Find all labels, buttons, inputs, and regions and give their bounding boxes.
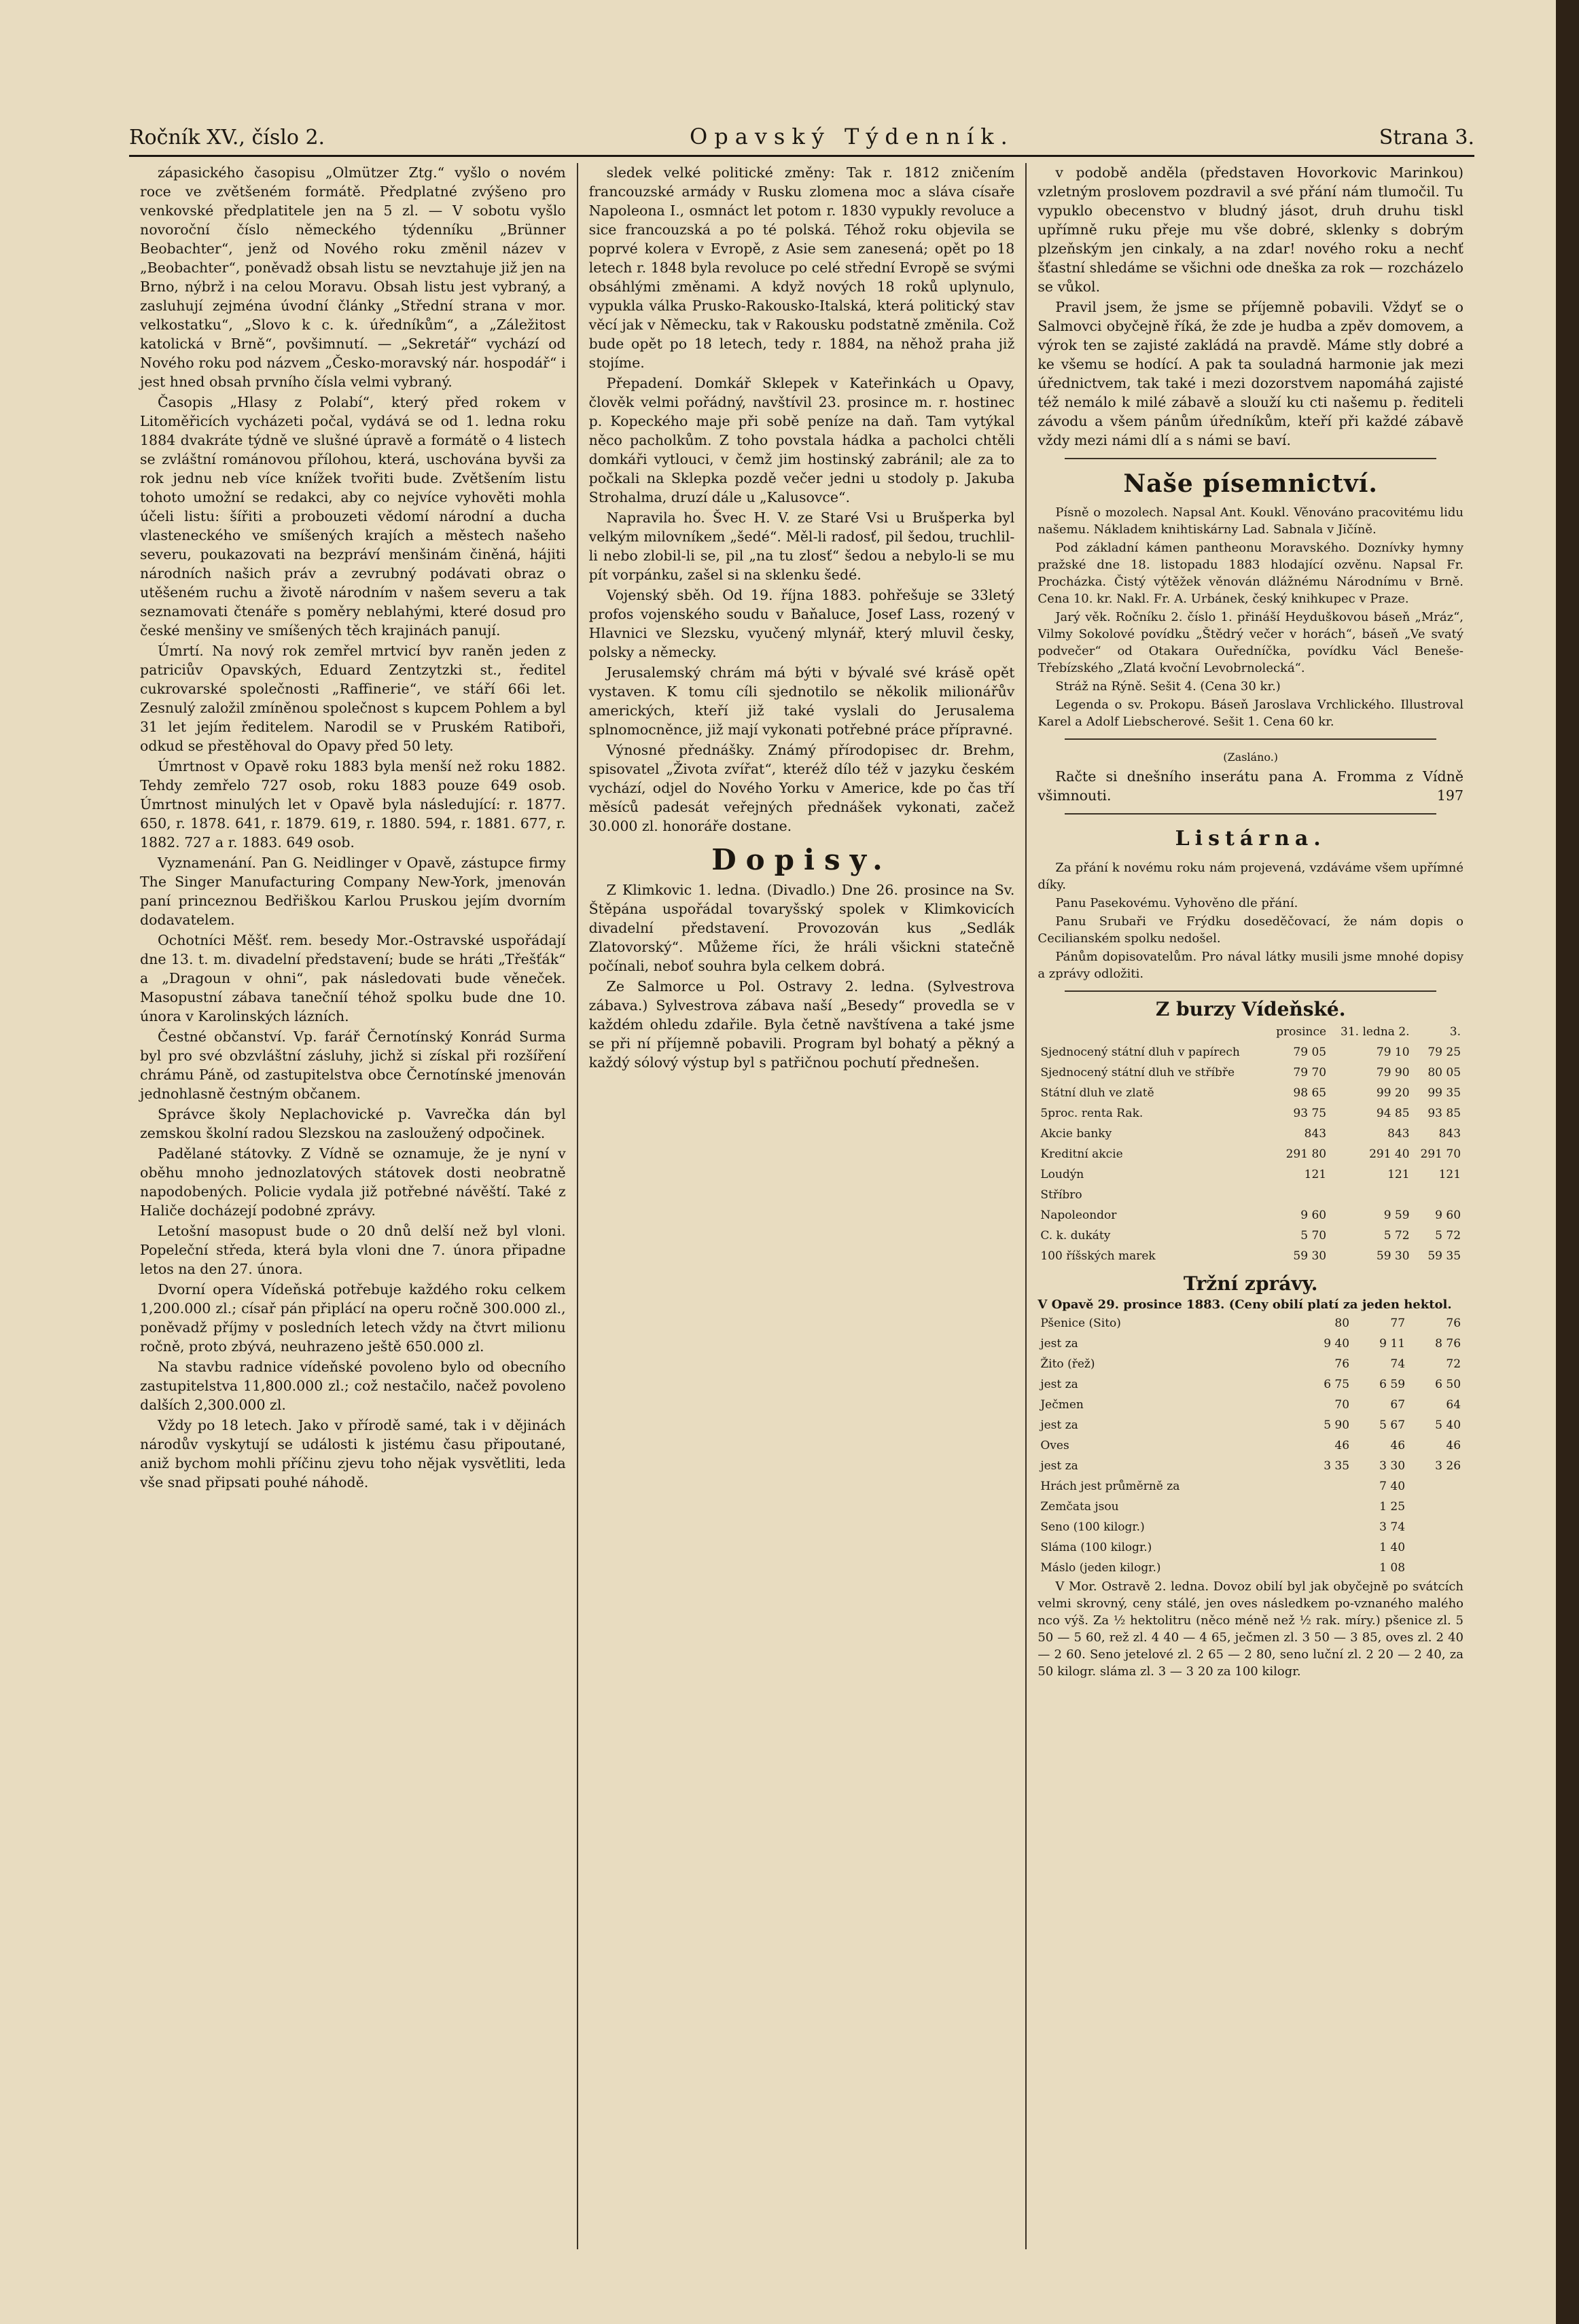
table-row: Sjednocený státní dluh ve stříbře 79 70 79 90 80 05 xyxy=(1040,1066,1461,1079)
divider xyxy=(1065,738,1436,740)
article: Dvorní opera Vídeňská potřebuje každého roku celkem 1,200.000 zl.; císař pán připlácí na operu ročně 300.000 zl., poněvadž příjmy v posledních letech vždy na čtvrt milionu ročně, proto zbývá, neuhrazeno ještě 650.000 zl. xyxy=(140,1281,566,1355)
table-row: 100 říšských marek 59 30 59 30 59 35 xyxy=(1040,1249,1461,1263)
table-row: jest za 9 40 9 11 8 76 xyxy=(1040,1337,1461,1351)
article: Pravil jsem, že jsme se příjemně pobavili. Vždyť se o Salmovci obyčejně říká, že zde je hudba a zpěv domovem, a výrok ten se zajisté zakládá na pravdě. Máme stly dobré a ke všemu se hodící. A pak ta souladná harmonie jak mezi úřednictvem, tak také i mezi dozorstvem napomáhá zajisté též nemálo k milé zábavě a slouží ku cti našemu p. řediteli závodu a všem pánům úředníkům, kteří při každé zábavě vždy mezi námi dlí a s námi se baví. xyxy=(1037,299,1464,448)
table-row: Hrách jest průměrně za 7 40 xyxy=(1040,1480,1406,1493)
page-header xyxy=(129,109,1474,157)
table-row: Kreditní akcie 291 80 291 40 291 70 xyxy=(1040,1147,1461,1161)
article: Časopis „Hlasy z Polabí“, který před rokem v Litoměřicích vycházeti počal, vydává se od 1. ledna roku 1884 dvakráte týdně ve slušné úpravě a formátě o 4 listech se zvláštní románovou přílohou, která, uschována byvši za rok jednu neb více knížek tvořiti bude. Zvětšením listu tohoto umožní se redakci, aby co nejvíce vyhověti mohla účeli listu: šířiti a probouzeti vědomí národní a ducha vlasteneckého ve smíšených krajích a městech našeho severu, poukazovati na bezpráví menšinám činěná, hájiti národních našich práv a zevrubný podávati obraz o utěšeném ruchu a životě národním v našem severu a tak seznamovati čtenáře s poměry neblahými, které dosud pro české menšiny ve smíšených těch krajinách panují. xyxy=(140,394,566,639)
listarna-item: Panu Srubaři ve Frýdku doseděčovací, že nám dopis o Cecilianském spolku nedošel. xyxy=(1037,914,1464,946)
divider xyxy=(1065,990,1436,992)
burza-table xyxy=(1037,1022,1463,1266)
table-row: Pšenice (Sito) 80 77 76 xyxy=(1040,1317,1461,1330)
lit-item: Stráž na Rýně. Sešit 4. (Cena 30 kr.) xyxy=(1055,679,1281,694)
trh-title: Tržní zprávy. xyxy=(1183,1272,1318,1295)
article: sledek velké politické změny: Tak r. 1812 zničením francouzské armády v Rusku zlomena moc a sláva císaře Napoleona I., osmnáct let potom r. 1830 vypukly revoluce a sice francouzská a po té polská. Téhož roku objevila se poprvé kolera v Evropě, z Asie sem zanesená; opět po 18 letech r. 1848 byla revoluce po celé střední Evropě se svými obsáhlými změnami. A když nových 18 roků uplynulo, vypukla válka Prusko-Rakousko-Italská, která politický stav věcí jak v Německu, tak v Rakousku podstatně změnila. Což bude opět po 18 letech, tedy r. 1884, na něhož praha již stojíme. xyxy=(588,164,1015,371)
listarna-item: Panu Pasekovému. Vyhověno dle přání. xyxy=(1055,896,1298,910)
listarna-item: Pánům dopisovatelům. Pro nával látky musili jsme mnohé dopisy a zprávy odložiti. xyxy=(1037,950,1464,981)
table-row: Zemčata jsou 1 25 xyxy=(1040,1500,1406,1514)
columns xyxy=(129,163,1474,2249)
col-header: prosince xyxy=(1276,1025,1327,1039)
article: Přepadení. Domkář Sklepek v Kateřinkách u Opavy, člověk velmi pořádný, navštívil 23. prosince m. r. hostinec p. Kopeckého maje při sobě peníze na daň. Tam vytýkal něco pacholkům. Z toho povstala hádka a pacholci chtěli domkáři vytlouci, v čemž jim hostinský zabránil; ale za to počkali na Sklepka pozdě večer jedni u stodoly p. Jakuba Strohalma, druzí dále u „Kalusovce“. xyxy=(588,375,1015,505)
column-2 xyxy=(578,163,1027,2249)
article: Vyznamenání. Pan G. Neidlinger v Opavě, zástupce firmy The Singer Manufacturing Company New-York, jmenován paní princeznou Bedřiškou Karlou Pruskou jejím dvorním dodavatelem. xyxy=(140,855,566,928)
article: zápasického časopisu „Olmützer Ztg.“ vyšlo o novém roce ve zvětšeném formátě. Předplatné zvýšeno pro venkovské předplatitele jen na 5 zl. — V sobotu vyšlo novoroční číslo německého týdenníku „Brünner Beobachter“, jenž od Nového roku změnil název v „Beobachter“, poněvadž obsah listu se nevztahuje již jen na Brno, nýbrž i na celou Moravu. Obsah listu jest vybraný, a zasluhují zejména úvodní články „Střední strana v mor. velkostatku“, „Slovo k c. k. úředníkům“, a „Záležitost katolická v Brně“, povšimnutí. — „Sekretář“ vychází od Nového roku pod názvem „Česko-moravský nár. hospodář“ i jest hned obsah prvního čísla velmi vybraný. xyxy=(140,164,566,390)
table-row: C. k. dukáty 5 70 5 72 5 72 xyxy=(1040,1229,1461,1243)
table-row: jest za 3 35 3 30 3 26 xyxy=(1040,1459,1461,1473)
header-page: Strana 3. xyxy=(1379,126,1474,149)
article: Letošní masopust bude o 20 dnů delší než byl vloni. Popeleční středa, která byla vloni dne 7. února připadne letos na den 27. února. xyxy=(140,1223,566,1277)
table-row: jest za 5 90 5 67 5 40 xyxy=(1040,1418,1461,1432)
table-row: Státní dluh ve zlatě 98 65 99 20 99 35 xyxy=(1040,1086,1461,1100)
lit-item: Jarý věk. Ročníku 2. číslo 1. přináší Heyduškovou báseň „Mráz“, Vilmy Sokolové povídku „Štědrý večer v horách“, báseň „Ve svatý podvečer“ od Otakara Ouředníčka, povídku Václ Beneše-Třebízského „Zlatá kvoční Levobrnolecká“. xyxy=(1037,610,1464,675)
zaslano-label: (Zasláno.) xyxy=(1223,751,1279,764)
col-header: 3. xyxy=(1449,1025,1461,1039)
column-1 xyxy=(129,163,578,2249)
column-3 xyxy=(1027,163,1474,2249)
article: Správce školy Neplachovické p. Vavrečka dán byl zemskou školní radou Slezskou na zasloužený odpočinek. xyxy=(140,1106,566,1141)
section-title-literature: Naše písemnictví. xyxy=(1123,469,1378,498)
article: Vojenský sběh. Od 19. října 1883. pohřešuje se 33letý profos vojenského soudu v Baňaluce, Josef Lass, rozený v Hlavnici ve Slezsku, vyučený mlynář, který mluvil česky, polsky a německy. xyxy=(588,587,1015,660)
article: Úmrtnost v Opavě roku 1883 byla menší než roku 1882. Tehdy zemřelo 727 osob, roku 1883 pouze 649 osob. Úmrtnost minulých let v Opavě byla následující: r. 1877. 650, r. 1878. 641, r. 1879. 619, r. 1880. 594, r. 1881. 677, r. 1882. 727 a r. 1883. 649 osob. xyxy=(140,758,566,851)
article: Ze Salmorce u Pol. Ostravy 2. ledna. (Sylvestrova zábava.) Sylvestrova zábava naší „Besedy“ provedla se v každém ohledu zdařile. Byla četně navštívena a také jsme se při ní příjemně pobavili. Program byl bohatý a pěkný a každý sólový výstup byl s patřičnou pochutí přednešen. xyxy=(588,978,1015,1071)
table-row: jest za 6 75 6 59 6 50 xyxy=(1040,1378,1461,1391)
burza-header-row xyxy=(1037,1022,1463,1042)
article: Ochotníci Měšť. rem. besedy Mor.-Ostravské uspořádají dne 13. t. m. divadelní představení; bude se hráti „Třešťák“ a „Dragoun v ohni“, pak následovati bude věneček. Masopustní zábava tanečníí téhož spolku bude dne 10. února v Karolinských lázních. xyxy=(140,932,566,1024)
trh-table xyxy=(1037,1313,1463,1578)
header-issue: Ročník XV., číslo 2. xyxy=(129,126,325,149)
table-row: Seno (100 kilogr.) 3 74 xyxy=(1040,1520,1406,1534)
table-row: Sjednocený státní dluh v papírech 79 05 79 10 79 25 xyxy=(1040,1045,1461,1059)
table-row: Napoleondor 9 60 9 59 9 60 xyxy=(1040,1209,1461,1222)
divider xyxy=(1065,458,1436,459)
table-row: Žito (řež) 76 74 72 xyxy=(1040,1357,1461,1371)
table-row: Máslo (jeden kilogr.) 1 08 xyxy=(1040,1561,1406,1575)
table-row: Akcie banky 843 843 843 xyxy=(1040,1127,1461,1141)
zaslano-text: Račte si dnešního inserátu pana A. Fromma z Vídně všimnouti. 197 xyxy=(1037,768,1464,804)
page-edge xyxy=(1556,0,1579,2324)
article: Na stavbu radnice vídeňské povoleno bylo od obecního zastupitelstva 11,800.000 zl.; což nestačilo, načež povoleno dalších 2,300.000 zl. xyxy=(140,1359,566,1413)
article: Úmrtí. Na nový rok zemřel mrtvicí byv raněn jeden z patriciův Opavských, Eduard Zentzytzki st., ředitel cukrovarské společnosti „Raffinerie“, ve stáří 66i let. Zesnulý založil zmíněnou společnost s kupcem Pohlem a byl 31 let jejím ředitelem. Narodil se v Pruském Ratiboři, odkud se přestěhoval do Opavy před 50 lety. xyxy=(140,643,566,754)
article: Vždy po 18 letech. Jako v přírodě samé, tak i v dějinách národův vyskytují se události k jistému času připoutané, aniž bychom mohli příčinu zjevu toho nějak vysvětliti, leda vše snad připsati pouhé náhodě. xyxy=(140,1417,566,1490)
article: Výnosné přednášky. Známý přírodopisec dr. Brehm, spisovatel „Života zvířat“, kteréž dílo též v jazyku českém vychází, odjel do Nového Yorku v Americe, kde po čas tří měsíců padesát veřejných přednášek vykonati, začež 30.000 zl. honoráře dostane. xyxy=(588,742,1015,834)
article: Z Klimkovic 1. ledna. (Divadlo.) Dne 26. prosince na Sv. Štěpána uspořádal tovaryšský spolek v Klimkovicích divadelní představení. Provozován kus „Sedlák Zlatovorský“. Můžeme říci, že hráli všickni statečně počínali, neboť souhra byla celkem dobrá. xyxy=(588,882,1015,974)
table-row: Ječmen 70 67 64 xyxy=(1040,1398,1461,1412)
listarna-item: Za přání k novému roku nám projevená, vzdáváme všem upřímné díky. xyxy=(1037,861,1464,892)
article: v podobě anděla (představen Hovorkovic Marinkou) vzletným proslovem pozdravil a své přání nám tlumočil. Tu vypuklo obecenstvo v bludný jásot, druh druhu tiskl upřímně ruku přeje mu vše dobré, sklenky s dobrým plzeňským jen cinkaly, a na zdar! nového roku a nechť šťastní shledáme se všichni ode dneška za rok — rozcházelo se vůkol. xyxy=(1037,164,1464,295)
burza-title: Z burzy Vídeňské. xyxy=(1155,998,1346,1020)
table-row: 5proc. renta Rak. 93 75 94 85 93 85 xyxy=(1040,1107,1461,1120)
divider xyxy=(1065,813,1436,815)
section-title-dopisy: Dopisy. xyxy=(711,843,892,876)
lit-item: Písně o mozolech. Napsal Ant. Koukl. Věnováno pracovitému lidu našemu. Nákladem knihtiskárny Lad. Sabnala v Jičíně. xyxy=(1037,505,1464,537)
table-row: Loudýn 121 121 121 xyxy=(1040,1168,1461,1181)
col-header: 31. ledna 2. xyxy=(1341,1025,1410,1039)
table-row: Oves 46 46 46 xyxy=(1040,1439,1461,1452)
article: Jerusalemský chrám má býti v bývalé své krásě opět vystaven. K tomu cíli sjednotilo se několik milionářův amerických, kteří již také vyslali do Jerusalema splnomocněnce, již mají vykonati potřebné práce přípravné. xyxy=(588,664,1015,738)
trh-intro: V Opavě 29. prosince 1883. (Ceny obilí platí za jeden hektol. xyxy=(1037,1298,1452,1312)
article: Napravila ho. Švec H. V. ze Staré Vsi u Brušperka byl velkým milovníkem „šedé“. Měl-li radosť, pil šedou, truchlil-li nebo zlobil-li se, pil „na tu zlosť“ šedou a nebylo-li se mu pít vorpánku, zašel si na sklenku šedé. xyxy=(588,510,1015,583)
lit-item: Pod základní kámen pantheonu Moravského. Doznívky hymny pražské dne 18. listopadu 1883 hlodající ozvěnu. Napsal Fr. Procházka. Čistý výtěžek věnován dlážnému Národnímu v Brně. Cena 10. kr. Nakl. Fr. A. Urbánek, český knihkupec v Praze. xyxy=(1037,541,1464,606)
lit-item: Legenda o sv. Prokopu. Báseň Jaroslava Vrchlického. Illustroval Karel a Adolf Liebscherové. Sešit 1. Cena 60 kr. xyxy=(1037,698,1464,729)
trh-note: V Mor. Ostravě 2. ledna. Dovoz obilí byl jak obyčejně po svátcích velmi skrovný, ceny stálé, jen oves následkem po-vznaného malého nco výš. Za ½ hektolitru (něco méně než ½ rak. míry.) pšenice zl. 5 50 — 5 60, rež zl. 4 40 — 4 65, ječmen zl. 3 50 — 3 85, oves zl. 2 40 — 2 60. Seno jetelové zl. 2 65 — 2 80, seno luční zl. 2 20 — 2 40, za 50 kilogr. sláma zl. 3 — 3 20 za 100 kilogr. xyxy=(1037,1579,1464,1679)
table-row: Sláma (100 kilogr.) 1 40 xyxy=(1040,1541,1406,1554)
header-title: Opavský Týdenník. xyxy=(690,124,1014,149)
article: Padělané státovky. Z Vídně se oznamuje, že je nyní v oběhu mnoho jednozlatových státovek dosti neobratně napodobených. Policie vydala již potřebné návěští. Také z Haliče docházejí podobné zprávy. xyxy=(140,1145,566,1219)
table-row: Stříbro xyxy=(1040,1188,1082,1202)
article: Čestné občanství. Vp. farář Černotínský Konrád Surma byl pro své obzvláštní zásluhy, jichž si získal při rozšíření chrámu Páně, od zastupitelstva obce Černotínské jmenován jednohlasně čestným občanem. xyxy=(140,1029,566,1102)
section-title-listarna: Listárna. xyxy=(1175,827,1326,851)
